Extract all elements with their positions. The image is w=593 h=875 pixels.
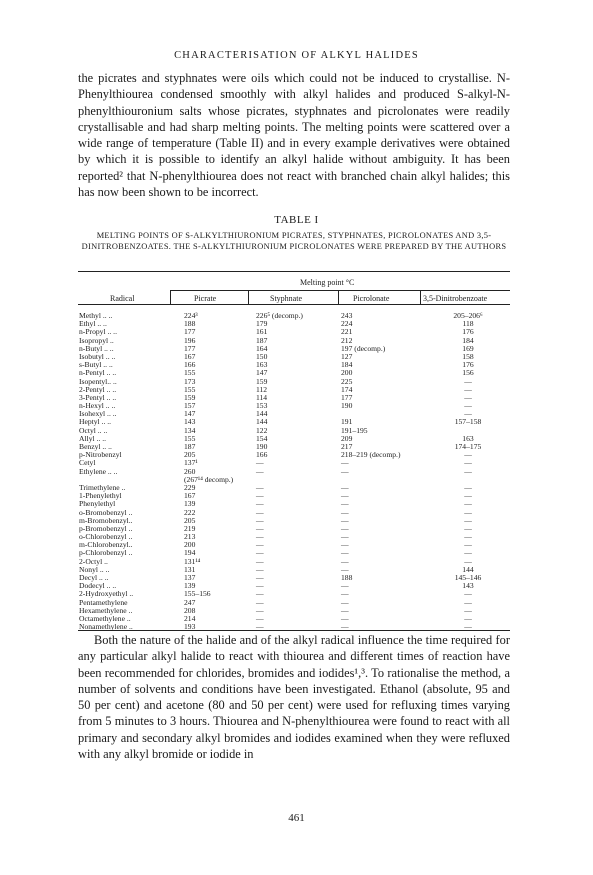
table-cell: 222	[184, 507, 196, 517]
table-cell: —	[464, 392, 472, 402]
table-cell: 2-Pentyl .. ..	[79, 384, 117, 394]
table-cell: —	[341, 564, 349, 574]
table-cell: Isobutyl .. ..	[79, 351, 116, 361]
table-cell: 224³	[184, 311, 198, 320]
table-cell: 166	[256, 450, 268, 460]
table-cell: 112	[256, 384, 268, 394]
table-cell: 200	[341, 368, 353, 378]
table-cell: 176	[462, 327, 474, 337]
table-cell: Decyl .. ..	[79, 573, 109, 582]
table-cell: —	[464, 450, 472, 460]
table-cell: 187	[256, 335, 268, 345]
col-header-styphnate: Styphnate	[270, 294, 302, 303]
table-cell: 184	[341, 360, 353, 370]
table-cell: Ethylene .. ..	[79, 466, 118, 476]
table-cell: —	[464, 523, 472, 533]
table-cell: —	[341, 605, 349, 615]
table-cell: 154	[256, 433, 268, 443]
table-cell: 161	[256, 327, 268, 337]
table-cell: 214	[184, 613, 196, 623]
table-cell: 147	[256, 368, 268, 378]
table-cell: 137¹	[184, 458, 198, 468]
table-cell: —	[464, 605, 472, 615]
table-cell: 163	[256, 360, 268, 370]
table-cell: 139	[184, 581, 196, 591]
table-cell: —	[256, 613, 264, 623]
table-top-rule	[78, 271, 510, 272]
table-cell: 139	[184, 499, 196, 509]
table-cell: p-Bromobenzyl ..	[79, 523, 133, 533]
table-cell: 191	[341, 417, 353, 427]
table-cell: —	[464, 622, 472, 632]
table-cell: —	[464, 458, 472, 468]
table-cell: Isohexyl .. ..	[79, 409, 117, 419]
table-cell: —	[464, 376, 472, 386]
table-cell: 2-Octyl ..	[79, 556, 108, 566]
table-cell: 208	[184, 605, 196, 615]
table-cell: p-Chlorobenzyl ..	[79, 548, 133, 558]
table-cell: —	[341, 458, 349, 468]
table-cell: 179	[256, 319, 268, 329]
table-cell: —	[341, 499, 349, 509]
table-cell: 169	[462, 343, 474, 353]
table-cell: 226⁵ (decomp.)	[256, 311, 303, 320]
table-cell: 1-Phenylethyl	[79, 491, 122, 501]
table-cell: 134	[184, 425, 196, 435]
table-cell: 155	[184, 433, 196, 443]
table-cell: 159	[256, 376, 268, 386]
table-cell: 177	[184, 327, 196, 337]
table-cell: 131	[184, 564, 196, 574]
table-cell: Phenylethyl	[79, 499, 116, 509]
table-cell: Octamethylene ..	[79, 613, 131, 623]
table-cell: Isopropyl ..	[79, 335, 114, 345]
table-cell: Pentamethylene	[79, 597, 128, 607]
table-cell: —	[341, 589, 349, 599]
table-cell: —	[341, 523, 349, 533]
table-cell: 260	[184, 466, 196, 476]
table-cell: —	[464, 409, 472, 419]
body-paragraph-2: Both the nature of the halide and of the alkyl radical influence the time required for any particular alkyl halide to react with thiourea and different times of reaction have been recommended for chlorides, bromides and iodides¹,³. To rationalise the method, a number of solvents and conditions have been investigated. Ethanol (absolute, 95 and 50 per cent) and acetone (80 and 50 per cent) were used for refluxing times varying from 5 minutes to 3 hours. Thiourea and N-phenylthiourea were found to react with all primary and secondary alkyl bromides and iodides examined when they were refluxed with any alkyl bromide or iodide in	[78, 633, 510, 762]
radical-column	[79, 312, 171, 631]
table-cell: —	[341, 622, 349, 632]
table-cell: 194	[184, 548, 196, 558]
col-header-dinitrobenzoate: 3,5-Dinitrobenzoate	[423, 294, 488, 303]
table-cell: Heptyl .. ..	[79, 417, 112, 427]
table-cell: 177	[341, 392, 353, 402]
table-cell: 188	[184, 319, 196, 329]
table-cell: 205	[184, 515, 196, 525]
table-cell: o-Chlorobenzyl ..	[79, 532, 133, 542]
table-cell: 159	[184, 392, 196, 402]
table-cell: 176	[462, 360, 474, 370]
table-cell: 144	[462, 564, 474, 574]
group-header-rule	[170, 290, 510, 291]
table-cell: 187	[184, 442, 196, 451]
table-cell: n-Pentyl .. ..	[79, 368, 117, 378]
table-cell: 167	[184, 351, 196, 361]
page-number: 461	[288, 812, 305, 824]
table-cell: —	[256, 597, 264, 607]
table-cell: 3-Pentyl .. ..	[79, 392, 117, 402]
table-cell: —	[256, 573, 264, 582]
table-cell: —	[256, 622, 264, 632]
table-cell: 2-Hydroxyethyl ..	[79, 589, 134, 599]
table-cell: 122	[256, 425, 268, 435]
table-cell: 229	[184, 482, 196, 492]
table-cell: 164	[256, 343, 268, 353]
table-cell: —	[256, 507, 264, 517]
table-cell: 177	[184, 343, 196, 353]
group-header: Melting point °C	[300, 278, 355, 287]
running-head: CHARACTERISATION OF ALKYL HALIDES	[174, 50, 419, 61]
table-cell: 190	[341, 401, 353, 411]
table-cell: —	[464, 532, 472, 542]
table-cell: n-Propyl .. ..	[79, 327, 117, 337]
table-cell: —	[256, 605, 264, 615]
table-cell: 114	[256, 392, 268, 402]
table-cell: n-Hexyl .. ..	[79, 401, 116, 411]
table-cell: Octyl .. ..	[79, 425, 108, 435]
table-cell: Benzyl .. ..	[79, 442, 112, 451]
table-caption: MELTING POINTS OF S-ALKYLTHIURONIUM PICRATES, STYPHNATES, PICROLONATES AND 3,5-DINITROBENZOATES. THE S-ALKYLTHIURONIUM PICROLONATES WERE PREPARED BY THE AUTHORS	[81, 231, 507, 251]
table-cell: n-Butyl .. ..	[79, 343, 114, 353]
table-cell: 145–146	[454, 573, 482, 582]
table-cell: 143	[462, 581, 474, 591]
table-cell: 188	[341, 573, 353, 582]
table-cell: Nonyl .. ..	[79, 564, 110, 574]
dinitrobenzoate-column	[426, 312, 510, 631]
table-cell: —	[341, 548, 349, 558]
table-cell: 217	[341, 442, 353, 451]
table-cell: 166	[184, 360, 196, 370]
body-paragraph-1: the picrates and styphnates were oils which could not be induced to crystallise. N-Phenylthiourea condensed smoothly with alkyl halides and produced S-alkyl-N-phenylthiouronium salts whose picrates, styphnates and picrolonates were readily crystallisable and had sharp melting points. The melting points were scattered over a wide range of temperature (Table II) and in every example derivatives were obtained by which it is possible to identify an alkyl halide without ambiguity. It has been reported² that N-phenylthiourea does not react with branched chain alkyl halides; this has now been shown to be incorrect.	[78, 71, 510, 200]
table-cell: Nonamethylene ..	[79, 622, 133, 632]
table-cell: Dodecyl .. ..	[79, 581, 117, 591]
table-cell: —	[256, 499, 264, 509]
table-cell: 247	[184, 597, 196, 607]
table-cell: 184	[462, 335, 474, 345]
table-cell: 221	[341, 327, 353, 337]
col-header-picrolonate: Picrolonate	[353, 294, 390, 303]
table-cell: —	[256, 515, 264, 525]
table-cell: 205	[184, 450, 196, 460]
picrate-column	[184, 312, 248, 631]
table-cell: —	[464, 597, 472, 607]
column-divider	[170, 290, 171, 304]
table-cell: 167	[184, 491, 196, 501]
styphnate-column	[256, 312, 338, 631]
picrolonate-column	[341, 312, 421, 631]
table-cell: o-Bromobenzyl ..	[79, 507, 133, 517]
table-cell: —	[341, 613, 349, 623]
table-cell: —	[256, 532, 264, 542]
table-cell	[341, 476, 421, 484]
table-cell: —	[256, 564, 264, 574]
table-cell: —	[464, 491, 472, 501]
table-cell: —	[341, 581, 349, 591]
table-cell: 224	[341, 319, 353, 329]
table-cell: 131¹⁴	[184, 556, 201, 566]
table-cell: —	[464, 515, 472, 525]
table-cell: 144	[256, 409, 268, 419]
table-cell	[256, 476, 338, 484]
table-cell: —	[341, 482, 349, 492]
table-cell: Ethyl .. ..	[79, 319, 107, 329]
table-cell: 155	[184, 384, 196, 394]
table-cell: 225	[341, 376, 353, 386]
column-divider	[338, 290, 339, 304]
table-cell: —	[464, 401, 472, 411]
table-cell: 174	[341, 384, 353, 394]
table-cell: —	[341, 540, 349, 550]
table-cell: 209	[341, 433, 353, 443]
table-cell: Hexamethylene ..	[79, 605, 133, 615]
table-cell: —	[256, 466, 264, 476]
table-cell: p-Nitrobenzyl	[79, 450, 122, 460]
table-cell: —	[341, 507, 349, 517]
table-cell: Isopentyl.. ..	[79, 376, 117, 386]
table-cell: —	[464, 384, 472, 394]
table-cell: 205–206⁶	[453, 311, 483, 320]
table-cell: Trimethylene ..	[79, 482, 126, 492]
table-cell: —	[464, 482, 472, 492]
table-cell: 191–195	[341, 425, 368, 435]
table-cell: 212	[341, 335, 353, 345]
table-cell: 156	[462, 368, 474, 378]
table-cell: 153	[256, 401, 268, 411]
table-cell: 147	[184, 409, 196, 419]
table-cell: —	[256, 540, 264, 550]
table-cell: 174–175	[454, 442, 482, 451]
table-cell: 158	[462, 351, 474, 361]
table-cell: 173	[184, 376, 196, 386]
table-cell: 118	[462, 319, 474, 329]
table-cell: —	[464, 499, 472, 509]
table-cell: —	[464, 540, 472, 550]
table-cell: 193	[184, 622, 196, 632]
table-cell: 137	[184, 573, 196, 582]
table-cell: m-Chlorobenzyl..	[79, 540, 133, 550]
table-cell: —	[464, 556, 472, 566]
table-cell: 218–219 (decomp.)	[341, 450, 401, 460]
column-divider	[420, 290, 421, 304]
table-cell: —	[256, 581, 264, 591]
table-cell: Cetyl	[79, 458, 96, 468]
table-cell: —	[464, 589, 472, 599]
table-cell: —	[341, 556, 349, 566]
table-cell: —	[256, 523, 264, 533]
table-cell: 150	[256, 351, 268, 361]
table-cell: Methyl .. ..	[79, 311, 113, 320]
table-cell: Allyl .. ..	[79, 433, 107, 443]
table-title: TABLE I	[274, 214, 319, 226]
table-cell: 127	[341, 351, 353, 361]
table-cell: 143	[184, 417, 196, 427]
table-cell: —	[341, 491, 349, 501]
table-cell: —	[256, 491, 264, 501]
table-cell: —	[256, 548, 264, 558]
table-cell: 163	[462, 433, 474, 443]
table-cell: 200	[184, 540, 196, 550]
table-cell: 157–158	[454, 417, 482, 427]
table-cell: 197 (decomp.)	[341, 343, 386, 353]
table-cell: —	[341, 466, 349, 476]
table-cell: —	[464, 507, 472, 517]
table-cell: 144	[256, 417, 268, 427]
table-cell: —	[464, 466, 472, 476]
table-cell: (267¹⁴ decomp.)	[184, 474, 234, 484]
table-cell: —	[341, 597, 349, 607]
table-cell: —	[341, 515, 349, 525]
table-cell: 190	[256, 442, 268, 451]
table-cell	[341, 410, 421, 418]
table-cell: 213	[184, 532, 196, 542]
table-cell: —	[256, 458, 264, 468]
col-header-picrate: Picrate	[194, 294, 217, 303]
table-cell: —	[464, 613, 472, 623]
column-divider	[248, 290, 249, 304]
table-cell: s-Butyl .. ..	[79, 360, 113, 370]
table-cell: 219	[184, 523, 196, 533]
table-cell: —	[256, 482, 264, 492]
column-header-rule	[78, 304, 510, 305]
table-cell: 155	[184, 368, 196, 378]
table-cell: —	[256, 556, 264, 566]
table-cell: —	[464, 548, 472, 558]
table-cell: —	[256, 589, 264, 599]
table-cell: 196	[184, 335, 196, 345]
table-cell: 155–156	[184, 589, 211, 599]
table-cell: 243	[341, 311, 353, 320]
table-cell: m-Bromobenzyl..	[79, 515, 133, 525]
table-cell: 157	[184, 401, 196, 411]
table-cell: —	[341, 532, 349, 542]
col-header-radical: Radical	[110, 294, 135, 303]
